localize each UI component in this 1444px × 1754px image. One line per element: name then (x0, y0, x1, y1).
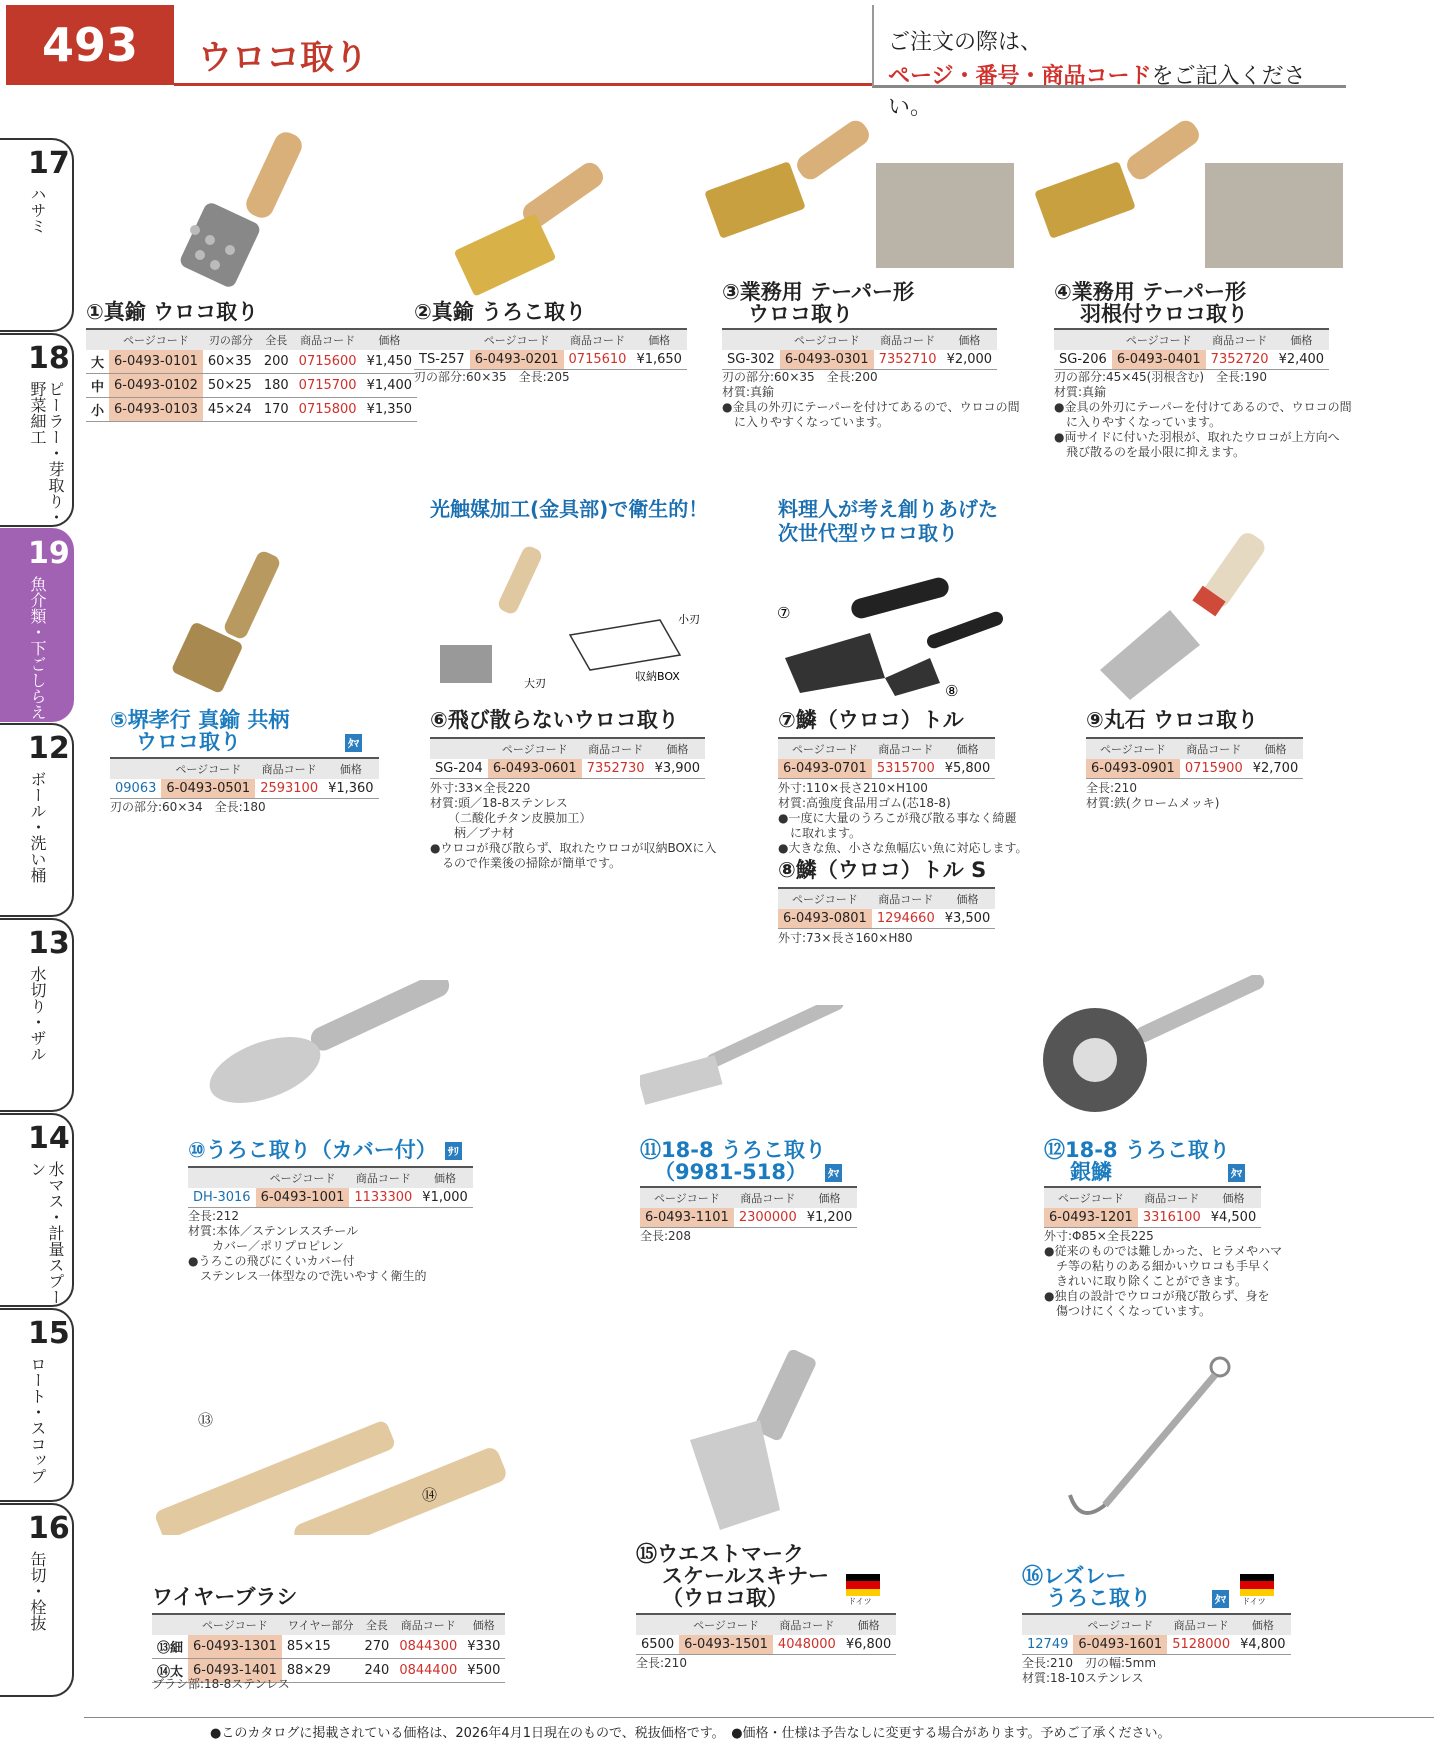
product-15-note: 全長:210 (636, 1656, 687, 1670)
product-5-title-1: ⑤堺孝行 真鍮 共柄 (110, 708, 290, 732)
product-2-note: 刃の部分:60×35 全長:205 (414, 370, 570, 384)
product-12-title-2: 銀鱗 (1070, 1160, 1112, 1184)
maruishi-scaler-image (1090, 530, 1290, 700)
product-16-title-2: うろこ取り (1046, 1586, 1151, 1610)
tab-18[interactable]: 18 ピーラー・芽取り・野菜細工 (0, 333, 74, 527)
product-16-title-1: ⑯レズレー (1022, 1564, 1127, 1588)
table-row: 小 6-0493-0103 45×24 170 0715800 ¥1,350 (86, 398, 417, 422)
table-row: 6-0493-0701 5315700 ¥5,800 (778, 759, 995, 779)
product-10-table: ページコード 商品コード 価格 DH-3016 6-0493-1001 1133300 ¥1,000 (188, 1166, 473, 1208)
product-11-note: 全長:208 (640, 1229, 691, 1243)
footer-left: ●このカタログに掲載されている価格は、2026年4月1日現在のもので、税抜価格です。 (210, 1726, 719, 1741)
table-row: ⑬細 6-0493-1301 85×15 270 0844300 ¥330 (152, 1635, 505, 1659)
table-row: SG-302 6-0493-0301 7352710 ¥2,000 (722, 350, 997, 370)
product-4-note: 刃の部分:45×45(羽根含む) 全長:190 材質:真鍮 ●金具の外刃にテーパーを付けてあるので、ウロコの間 に入りやすくなっています。 ●両サイドに付いた羽根が、取れたウロコが上方向へ 飛び散るのを最小限に抑えます。 (1054, 370, 1352, 459)
page-number: 493 (6, 5, 174, 85)
germany-flag-icon (846, 1574, 880, 1596)
table-row: DH-3016 6-0493-1001 1133300 ¥1,000 (188, 1188, 473, 1208)
marker-8: ⑧ (945, 682, 959, 698)
product-15-title-3: （ウロコ取） (662, 1586, 788, 1610)
tab-15[interactable]: 15 ロート・スコップ (0, 1308, 74, 1502)
product-7-table: ページコード 商品コード 価格 6-0493-0701 5315700 ¥5,800 (778, 737, 995, 779)
product-12-note: 外寸:Φ85×全長225 ●従来のものでは難しかった、ヒラメやハマ チ等の粘りのある細かいウロコも手早く きれいに取り除くことができます。 ●独自の設計でウロコが飛び散らず、身を 傷つけにくくなっています。 (1044, 1229, 1283, 1318)
covered-scaler-image (205, 980, 455, 1110)
table-row: 6-0493-1101 2300000 ¥1,200 (640, 1208, 857, 1228)
tab-13[interactable]: 13 水切り・ザル (0, 918, 74, 1112)
sakai-scaler-image (160, 545, 320, 695)
marker-14: ⑭ (422, 1486, 438, 1504)
product-12-badge: ﾀﾏ (1228, 1164, 1245, 1182)
product-10-note: 全長:212 材質:本体／ステンレススチール カバー／ポリプロピレン ●うろこの飛びにくいカバー付 ステンレス一体型なので洗いやすく衛生的 (188, 1209, 427, 1283)
product-15-table: ページコード 商品コード 価格 6500 6-0493-1501 4048000 ¥6,800 (636, 1613, 896, 1655)
tab-16[interactable]: 16 缶切・栓抜 (0, 1503, 74, 1697)
westmark-skinner-image (680, 1350, 850, 1540)
product-9-title: ⑨丸石 ウロコ取り (1086, 708, 1259, 732)
header-rule (174, 83, 874, 86)
urokotoru-image (775, 548, 1035, 698)
label-box: 収納BOX (635, 670, 680, 683)
product-13-table: ページコード ワイヤー部分 全長 商品コード 価格 ⑬細 6-0493-1301 85×15 270 0844300 ¥330 ⑭太 6-0493-1401 88×29 240 0844400 ¥500 (152, 1613, 505, 1683)
product-3-title-2: ウロコ取り (748, 302, 853, 326)
product-5-note: 刃の部分:60×34 全長:180 (110, 800, 266, 814)
label-small-blade: 小刃 (678, 613, 700, 626)
germany-flag-icon (1240, 1574, 1274, 1596)
stainless-scaler-image (640, 1005, 850, 1115)
product-4-title-2: 羽根付ウロコ取り (1080, 302, 1248, 326)
product-12-table: ページコード 商品コード 価格 6-0493-1201 3316100 ¥4,500 (1044, 1186, 1261, 1228)
product-7-title: ⑦鱗（ウロコ）トル (778, 708, 964, 732)
product-15-title-1: ⑮ウエストマーク (636, 1542, 804, 1566)
table-row: SG-204 6-0493-0601 7352730 ¥3,900 (430, 759, 705, 779)
nonscatter-scaler-image (430, 545, 720, 690)
table-row: 大 6-0493-0101 60×35 200 0715600 ¥1,450 (86, 350, 417, 374)
brass-scaler-image-1 (150, 120, 350, 295)
product-16-table: ページコード 商品コード 価格 12749 6-0493-1601 5128000 ¥4,800 (1022, 1613, 1291, 1655)
product-9-table: ページコード 商品コード 価格 6-0493-0901 0715900 ¥2,700 (1086, 737, 1303, 779)
product-1-title: ①真鍮 ウロコ取り (86, 300, 259, 324)
product-11-title-2: （9981-518） (654, 1160, 807, 1184)
product-16-badge: ﾀﾏ (1212, 1590, 1229, 1608)
ginrin-scaler-image (1040, 975, 1270, 1115)
product-16-note: 全長:210 刃の幅:5mm 材質:18-10ステンレス (1022, 1656, 1157, 1685)
product-3-table: ページコード 商品コード 価格 SG-302 6-0493-0301 7352710 ¥2,000 (722, 328, 997, 370)
tab-19[interactable]: 19 魚介類・下ごしらえ (0, 528, 74, 722)
product-10-title: ⑩うろこ取り（カバー付） (188, 1138, 437, 1162)
banner-photocatalyst: 光触媒加工(金具部)で衛生的！ (430, 497, 709, 521)
brass-scaler-image-2 (440, 140, 650, 300)
product-3-title-1: ③業務用 テーパー形 (722, 280, 915, 304)
table-row: 6-0493-0901 0715900 ¥2,700 (1086, 759, 1303, 779)
table-row: 中 6-0493-0102 50×25 180 0715700 ¥1,400 (86, 374, 417, 398)
product-4-table: ページコード 商品コード 価格 SG-206 6-0493-0401 7352720 ¥2,400 (1054, 328, 1329, 370)
wire-brush-image (150, 1365, 510, 1535)
product-12-title-1: ⑫18-8 うろこ取り (1044, 1138, 1230, 1162)
order-note-rest: をご記入ください。 (888, 64, 1306, 120)
tab-17[interactable]: 17 ハサミ (0, 138, 74, 332)
product-1-table: ページコード 刃の部分 全長 商品コード 価格 大 6-0493-0101 60×35 200 0715600 ¥1,450 中 6-0493-0102 50×25 180 0715700 ¥1,400 小 6-0493-0103 45×24 170 0715800 ¥1,350 (86, 328, 417, 422)
product-6-title: ⑥飛び散らないウロコ取り (430, 708, 679, 732)
order-note (872, 5, 1346, 120)
tab-14[interactable]: 14 水マス・計量スプーン (0, 1113, 74, 1307)
product-15-flag-label: ドイツ (848, 1597, 872, 1606)
tab-12[interactable]: 12 ボール・洗い桶 (0, 723, 74, 917)
product-3-note: 刃の部分:60×35 全長:200 材質:真鍮 ●金具の外刃にテーパーを付けてあるので、ウロコの間 に入りやすくなっています。 (722, 370, 1020, 429)
product-2-title: ②真鍮 うろこ取り (414, 300, 587, 324)
order-note-line1: ご注文の際は、 (888, 30, 1043, 55)
table-row: 12749 6-0493-1601 5128000 ¥4,800 (1022, 1635, 1291, 1655)
table-row: 6-0493-0801 1294660 ¥3,500 (778, 909, 995, 929)
table-row: 6500 6-0493-1501 4048000 ¥6,800 (636, 1635, 896, 1655)
banner-chef-1: 料理人が考え創りあげた (778, 497, 998, 521)
product-5-title-2: ウロコ取り (136, 730, 241, 754)
marker-7: ⑦ (777, 604, 791, 622)
product-15-title-2: スケールスキナー (662, 1564, 829, 1588)
product-16-flag-label: ドイツ (1242, 1597, 1266, 1606)
label-big-blade: 大刃 (524, 677, 546, 690)
table-row: ⑭太 6-0493-1401 88×29 240 0844400 ¥500 (152, 1659, 505, 1683)
product-6-table: ページコード 商品コード 価格 SG-204 6-0493-0601 7352730 ¥3,900 (430, 737, 705, 779)
order-note-highlight: ページ・番号・商品コード (888, 64, 1152, 89)
banner-chef-2: 次世代型ウロコ取り (778, 521, 958, 545)
page-title: ウロコ取り (198, 38, 368, 78)
rosle-scaler-image (1060, 1355, 1240, 1535)
product-4-title-1: ④業務用 テーパー形 (1054, 280, 1247, 304)
product-8-note: 外寸:73×長さ160×H80 (778, 931, 913, 945)
footer-right: ●価格・仕様は予告なしに変更する場合があります。予めご了承ください。 (731, 1726, 1171, 1741)
product-7-note: 外寸:110×長さ210×H100 材質:高強度食品用ゴム(芯18-8) ●一度に大量のうろこが飛び散る事なく綺麗 に取れます。 ●大きな魚、小さな魚幅広い魚に対応します。 (778, 781, 1028, 855)
table-row: TS-257 6-0493-0201 0715610 ¥1,650 (414, 350, 687, 370)
footer-note (210, 1722, 1171, 1741)
winged-scaler-closeup (1205, 163, 1343, 268)
table-row: 6-0493-1201 3316100 ¥4,500 (1044, 1208, 1261, 1228)
product-13-note: ブラシ部:18-8ステンレス (152, 1677, 290, 1691)
product-10-badge: ｻﾘ (445, 1142, 462, 1160)
product-2-table: ページコード 商品コード 価格 TS-257 6-0493-0201 0715610 ¥1,650 (414, 328, 687, 370)
product-5-badge: ﾀﾏ (345, 734, 362, 752)
marker-13: ⑬ (198, 1411, 214, 1429)
product-9-note: 全長:210 材質:鉄(クロームメッキ) (1086, 781, 1220, 810)
product-5-table: ページコード 商品コード 価格 09063 6-0493-0501 2593100 ¥1,360 (110, 757, 379, 799)
product-8-table: ページコード 商品コード 価格 6-0493-0801 1294660 ¥3,500 (778, 887, 995, 929)
product-11-table: ページコード 商品コード 価格 6-0493-1101 2300000 ¥1,200 (640, 1186, 857, 1228)
product-13-title: ワイヤーブラシ (152, 1585, 298, 1609)
product-11-title-1: ⑪18-8 うろこ取り (640, 1138, 826, 1162)
footer-rule (84, 1717, 1434, 1718)
product-8-title: ⑧鱗（ウロコ）トル S (778, 858, 987, 882)
taper-scaler-closeup (876, 163, 1014, 268)
product-11-badge: ﾀﾏ (825, 1164, 842, 1182)
table-row: SG-206 6-0493-0401 7352720 ¥2,400 (1054, 350, 1329, 370)
table-row: 09063 6-0493-0501 2593100 ¥1,360 (110, 779, 379, 799)
product-6-note: 外寸:33×全長220 材質:頭／18-8ステンレス （二酸化チタン皮膜加工） 柄／ブナ材 ●ウロコが飛び散らず、取れたウロコが収納BOXに入 るので作業後の掃除が簡単です。 (430, 781, 717, 870)
